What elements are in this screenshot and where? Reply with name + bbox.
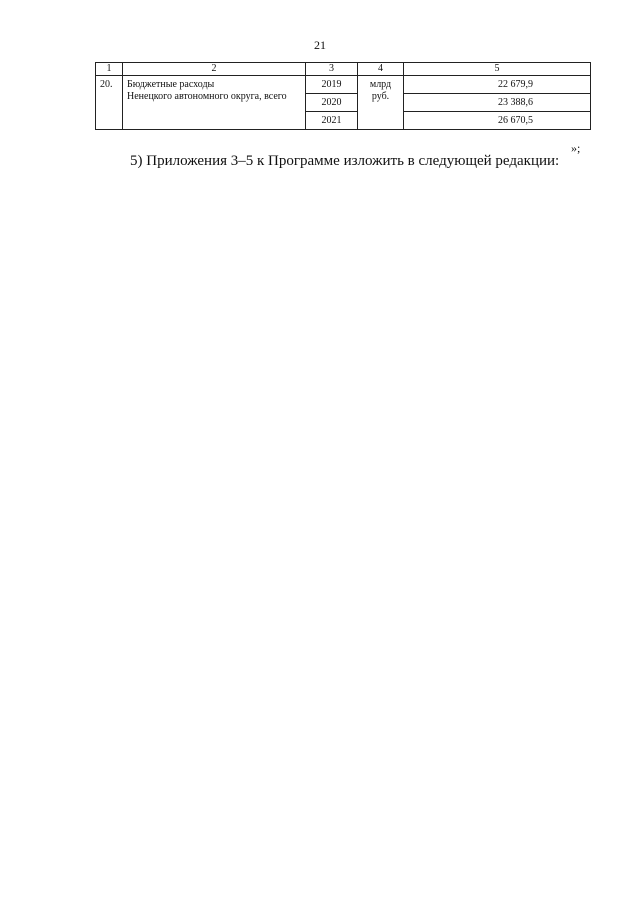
value-cell: 26 670,5	[404, 112, 591, 130]
year-cell: 2021	[306, 112, 358, 130]
column-header: 5	[404, 63, 591, 76]
amendment-paragraph: 5) Приложения 3–5 к Программе изложить в следующей редакции:	[130, 153, 560, 169]
indicator-name-line: Бюджетные расходы	[127, 79, 215, 90]
column-header: 1	[96, 63, 123, 76]
year-cell: 2020	[306, 94, 358, 112]
closing-quote-mark: »;	[571, 141, 581, 155]
unit-line: млрд	[369, 79, 392, 90]
page-number: 21	[314, 38, 326, 52]
value-cell: 23 388,6	[404, 94, 591, 112]
unit-line: руб.	[371, 91, 390, 102]
indicator-name-line: Ненецкого автономного округа, всего	[127, 91, 287, 102]
table-header-row	[96, 63, 591, 76]
year-cell: 2019	[306, 76, 358, 94]
row-index: 20.	[96, 76, 123, 130]
value-cell: 22 679,9	[404, 76, 591, 94]
column-header: 4	[358, 63, 404, 76]
table-row	[96, 76, 591, 94]
column-header: 2	[123, 63, 306, 76]
column-header: 3	[306, 63, 358, 76]
unit-cell	[358, 76, 404, 130]
indicator-name	[123, 76, 306, 130]
indicator-table	[95, 62, 591, 130]
